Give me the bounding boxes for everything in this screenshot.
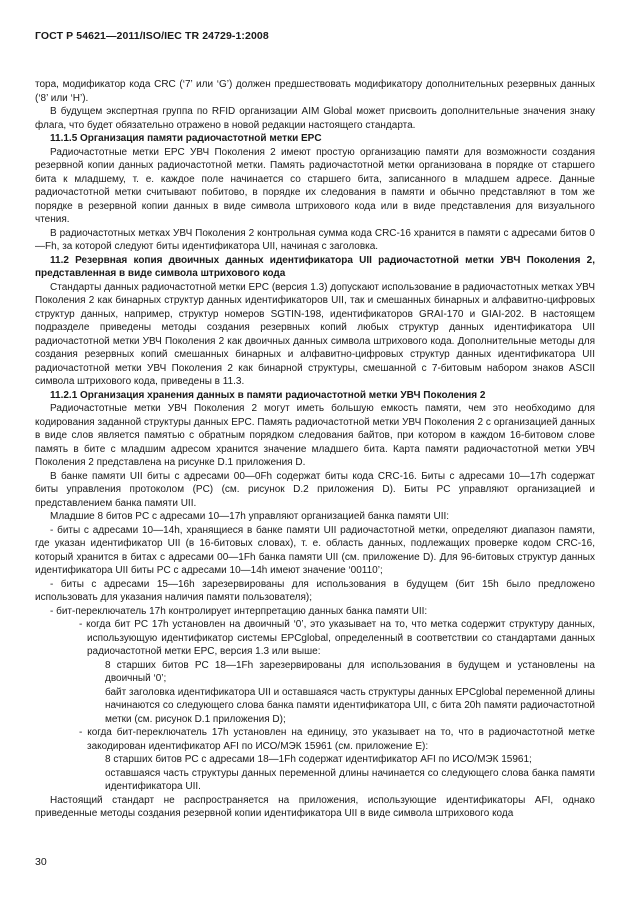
list-item: - бит-переключатель 17h контролирует интерпретацию данных банка памяти UII: [50,605,428,617]
sub-sub-list-item: байт заголовка идентификатора UII и оставшаяся часть структуры данных EPCglobal переменной длины начинаются со следующего слова банка памяти идентификатора UII, с бита 20h памяти радиочастотной метки (см. рисунок D.1 приложения D); [105,686,595,725]
document-body [35,78,595,821]
sub-list-item: - когда бит PC 17h установлен на двоичный ‘0’, это указывает на то, что метка содержит структуру данных, использующую идентификатор системы EPCglobal, определенный в соответствии со стандартами данных радиочастотной метки EPC, версия 1.3 или выше: [79,619,595,657]
sub-list-item: - когда бит-переключатель 17h установлен на единицу, это указывает на то, что в радиочастотной метке закодирован идентификатор AFI по ИСО/МЭК 15961 (см. приложение E): [79,727,595,752]
sub-sub-list-item: 8 старших битов PC 18—1Fh зарезервированы для использования в будущем и установлены на двоичный ‘0’; [105,659,595,684]
section-heading-11-1-5: 11.1.5 Организация памяти радиочастотной метки EPC [50,133,322,144]
paragraph: Младшие 8 битов PC с адресами 10—17h управляют организацией банка памяти UII: [50,511,450,522]
paragraph: В радиочастотных метках УВЧ Поколения 2 контрольная сумма кода CRC-16 хранится в памяти с адресами битов 0—Fh, за которой следуют биты идентификатора UII, начиная с заголовка. [35,227,595,252]
paragraph: Радиочастотные метки УВЧ Поколения 2 могут иметь большую емкость памяти, чем это необходимо для кодирования заданной структуры данных EPC. Память радиочастотной метки УВЧ Поколения 2 с организацией данных в виде слов является памятью с обратным порядком следования байтов, при котором в каждом 16-битовом слове память в бите с младшим адресом хранится значение младшего бита. Карта памяти радиочастотной метки УВЧ Поколения 2 представлена на рисунке D.1 приложения D. [35,403,595,468]
section-heading-11-2: 11.2 Резервная копия двоичных данных идентификатора UII радиочастотной метки УВЧ Поколения 2, представленная в виде символа штрихового кода [35,254,595,279]
section-heading-11-2-1: 11.2.1 Организация хранения данных в памяти радиочастотной метки УВЧ Поколения 2 [50,389,486,401]
paragraph: Стандарты данных радиочастотной метки EPC (версия 1.3) допускают использование в радиочастотных метках УВЧ Поколения 2 как бинарных структур данных идентификаторов UII, так и смешанных бинарных и алфавитно-цифровых структур данных, например, структур номеров SGTIN-198, идентификаторов GRAI-170 и GIAI-202. В настоящем подразделе приведены методы создания резервных копий любых структур данных идентификатора UII радиочастотной метки УВЧ Поколения 2 как двоичных данных символа штрихового кода. Дополнительные методы для создания резервных копий смешанных бинарных и алфавитно-цифровых структур данных идентификатора UII радиочастотной метки УВЧ Поколения 2 как бинарной структуры, смешанной с 7-битовым набором знаков ASCII символа штрихового кода, приведены в 11.3. [35,281,595,387]
paragraph: тора, модификатор кода CRC (‘7’ или ‘G’) должен предшествовать модификатору дополнительных резервных данных (‘8’ или ‘H’). [35,79,595,104]
paragraph: Радиочастотные метки EPC УВЧ Поколения 2 имеют простую организацию памяти для возможности создания резервной копии данных радиочастотной метки. Память радиочастотной метки организована в порядке от старшего бита к младшему, т. е. каждое поле начинается со старшего бита, записанного в младшем адресе. Данные радиочастотной метки считывают побитово, в порядке их следования в памяти и обычно представляют в том же порядке в резервной копии данных в виде символа штрихового кода или в виде представления для визуального чтения. [35,146,595,225]
document-header: ГОСТ Р 54621—2011/ISO/IEC TR 24729-1:2008 [35,30,269,42]
paragraph: Настоящий стандарт не распространяется на приложения, использующие идентификаторы AFI, однако приведенные методы создания резервной копии идентификатора UII в виде символа штрихового кода [35,794,595,819]
page-number: 30 [35,856,47,868]
paragraph: В будущем экспертная группа по RFID организации AIM Global может присвоить дополнительные значения знаку флага, что будет обязательно отражено в новой редакции настоящего стандарта. [35,106,595,131]
sub-sub-list-item: 8 старших битов PC с адресами 18—1Fh содержат идентификатор AFI по ИСО/МЭК 15961; [105,754,532,765]
sub-sub-list-item: оставшаяся часть структуры данных переменной длины начинается со следующего слова банка памяти идентификатора UII. [105,767,595,792]
list-item: - биты с адресами 15—16h зарезервированы для использования в будущем (бит 15h было предложено использовать для указания наличия памяти пользователя); [35,578,595,603]
paragraph: В банке памяти UII биты с адресами 00—0Fh содержат биты кода CRC-16. Биты с адресами 10—17h содержат биты управления протоколом (PC) (см. рисунок D.2 приложения D). Биты PC управляют организацией и представлением банка памяти UII. [35,470,595,509]
list-item: - биты с адресами 10—14h, хранящиеся в банке памяти UII радиочастотной метки, определяют диапазон памяти, где указан идентификатор UII (в 16-битовых словах), т. е. область данных, подлежащих проверке кодом CRC-16, который хранится в битах с адресами 00—1Fh банка памяти UII (см. приложение D). Для 96-битовых структур данных идентификатора UII биты PC с адресами 10—14h имеют значение ‘00110’; [35,524,595,576]
